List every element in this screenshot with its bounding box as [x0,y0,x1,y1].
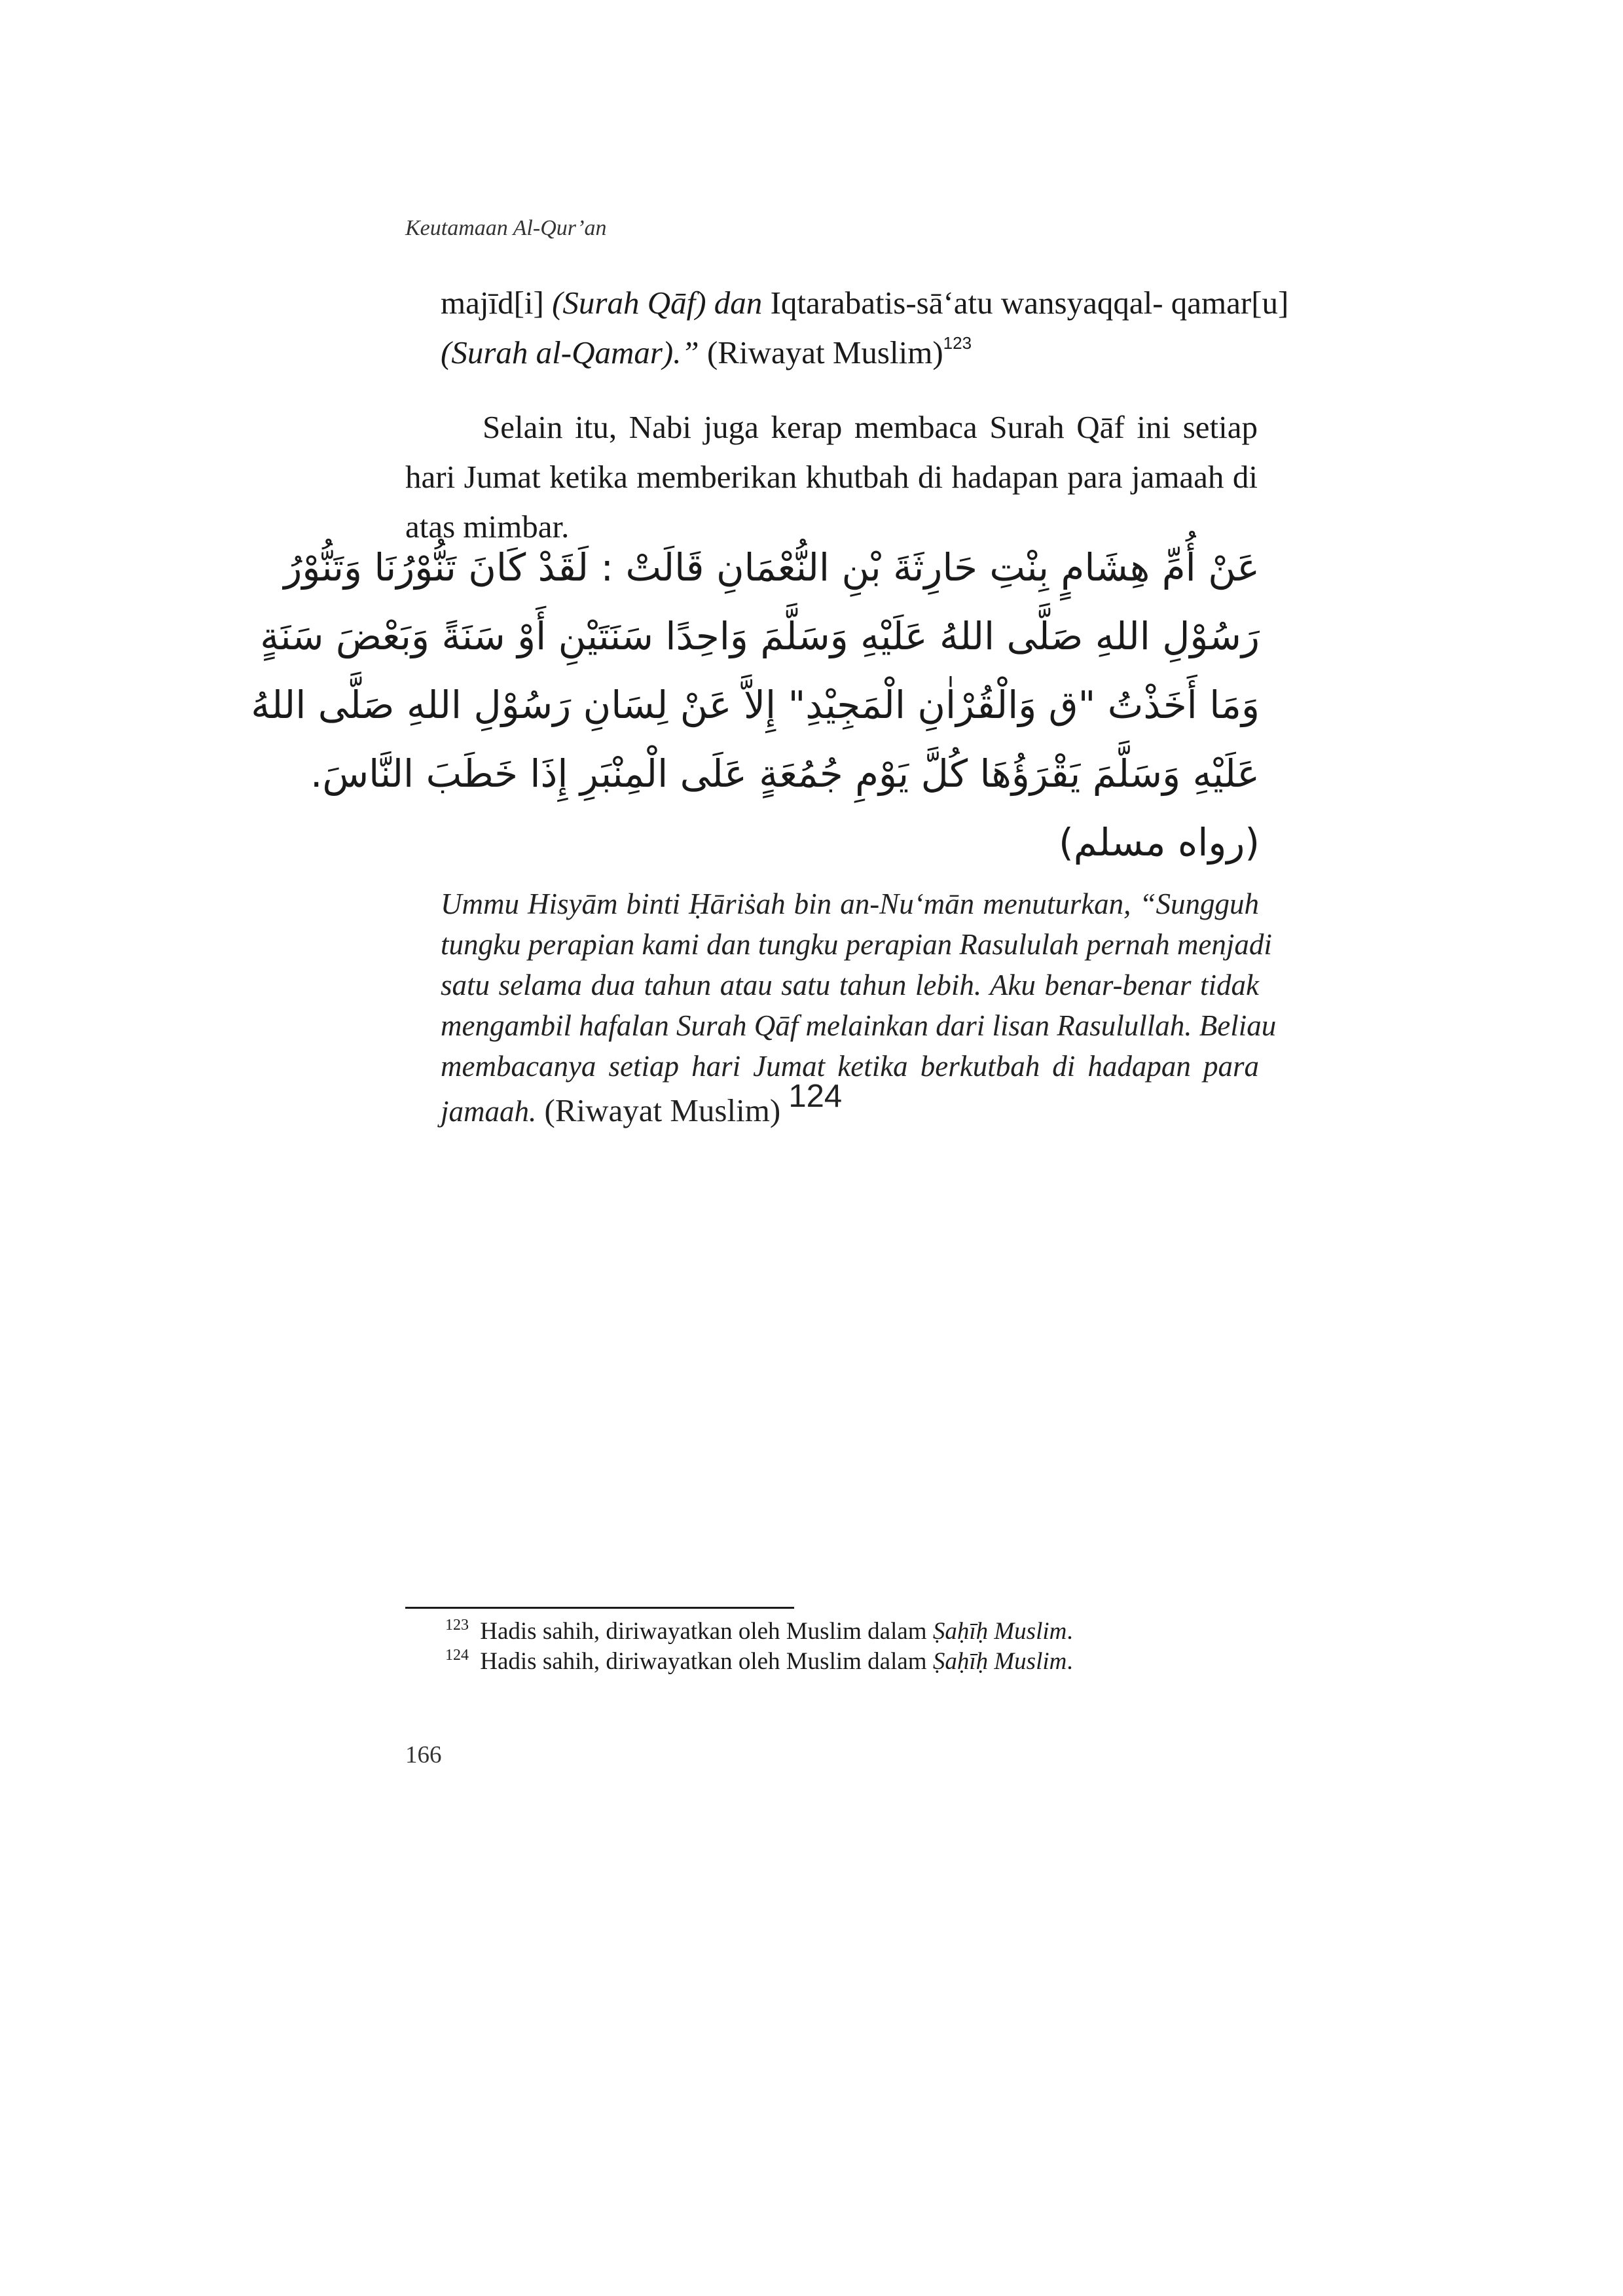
footnote-item [445,1647,1073,1677]
arabic-line: رَسُوْلِ اللهِ صَلَّى اللهُ عَلَيْهِ وَسَلَّمَ وَاحِدًا سَنَتَيْنِ أَوْ سَنَةً وَبَعْضَ سَنَةٍ [260,614,1260,658]
footnote-reference[interactable]: 123 [943,333,972,353]
running-header: Keutamaan Al-Qur’an [405,216,607,240]
text-run: Iqtarabatis-sā‘atu wansyaqqal- qamar[u] [762,285,1289,321]
footnote-text: Hadis sahih, diriwayatkan oleh Muslim dalam [474,1648,933,1675]
footnote-end: . [1067,1648,1073,1675]
source-citation: (Riwayat Muslim) [699,334,943,370]
paragraph-line [441,328,1259,378]
surah-name-italic: (Surah Qāf) dan [552,285,763,321]
footnote-number: 123 [445,1617,469,1634]
footnote-source: Ṣaḥīḥ Muslim [932,1618,1067,1645]
paragraph-line [441,278,1289,328]
text-run: majīd[i] [441,285,553,321]
arabic-line: وَمَا أَخَذْتُ "ق وَالْقُرْاٰنِ الْمَجِيْدِ" إِلاَّ عَنْ لِسَانِ رَسُوْلِ اللهِ صَلَّى اللهُ [251,683,1260,727]
source-citation: (Riwayat Muslim) [536,1092,789,1128]
footnote-end: . [1067,1618,1073,1645]
arabic-line: عَنْ أُمِّ هِشَامٍ بِنْتِ حَارِثَةَ بْنِ النُّعْمَانِ قَالَتْ : لَقَدْ كَانَ تَنُّوْرُنَا وَتَنُّوْرُ [283,545,1260,590]
footnote-text: Hadis sahih, diriwayatkan oleh Muslim dalam [474,1618,933,1645]
footnote-divider [405,1607,794,1609]
hadith-arabic-text [251,533,1260,877]
paragraph-continuation [441,278,1289,378]
arabic-line: عَلَيْهِ وَسَلَّمَ يَقْرَؤُهَا كُلَّ يَوْمِ جُمُعَةٍ عَلَى الْمِنْبَرِ إِذَا خَطَبَ النَّاسَ. [310,751,1260,796]
translation-end-word: jamaah. [441,1095,537,1128]
translation-line: membacanya setiap hari Jumat ketika berkutbah di hadapan para [441,1050,1259,1083]
footnotes [445,1617,1073,1677]
translation-line: mengambil hafalan Surah Qāf melainkan dari lisan Rasulullah. Beliau [441,1009,1277,1042]
page-number: 166 [405,1742,442,1768]
arabic-source-line: (رواه مسلم) [1059,820,1260,865]
hadith-translation [441,884,1277,1132]
translation-line: tungku perapian kami dan tungku perapian Rasululah pernah menjadi [441,928,1272,961]
footnote-item [445,1617,1073,1647]
footnote-source: Ṣaḥīḥ Muslim [932,1648,1067,1675]
translation-line [441,1079,1259,1132]
translation-line: Ummu Hisyām binti Ḥāriṡah bin an-Nu‘mān menuturkan, “Sungguh [441,888,1259,920]
footnote-number: 124 [445,1647,469,1664]
body-paragraph: Selain itu, Nabi juga kerap membaca Surah Qāf ini setiap hari Jumat ketika memberikan khutbah di hadapan para jamaah di atas mimbar. [405,409,1258,545]
surah-name-italic: (Surah al-Qamar).” [441,334,699,370]
footnote-reference[interactable]: 124 [788,1079,843,1114]
translation-line: satu selama dua tahun atau satu tahun lebih. Aku benar-benar tidak [441,969,1259,1001]
